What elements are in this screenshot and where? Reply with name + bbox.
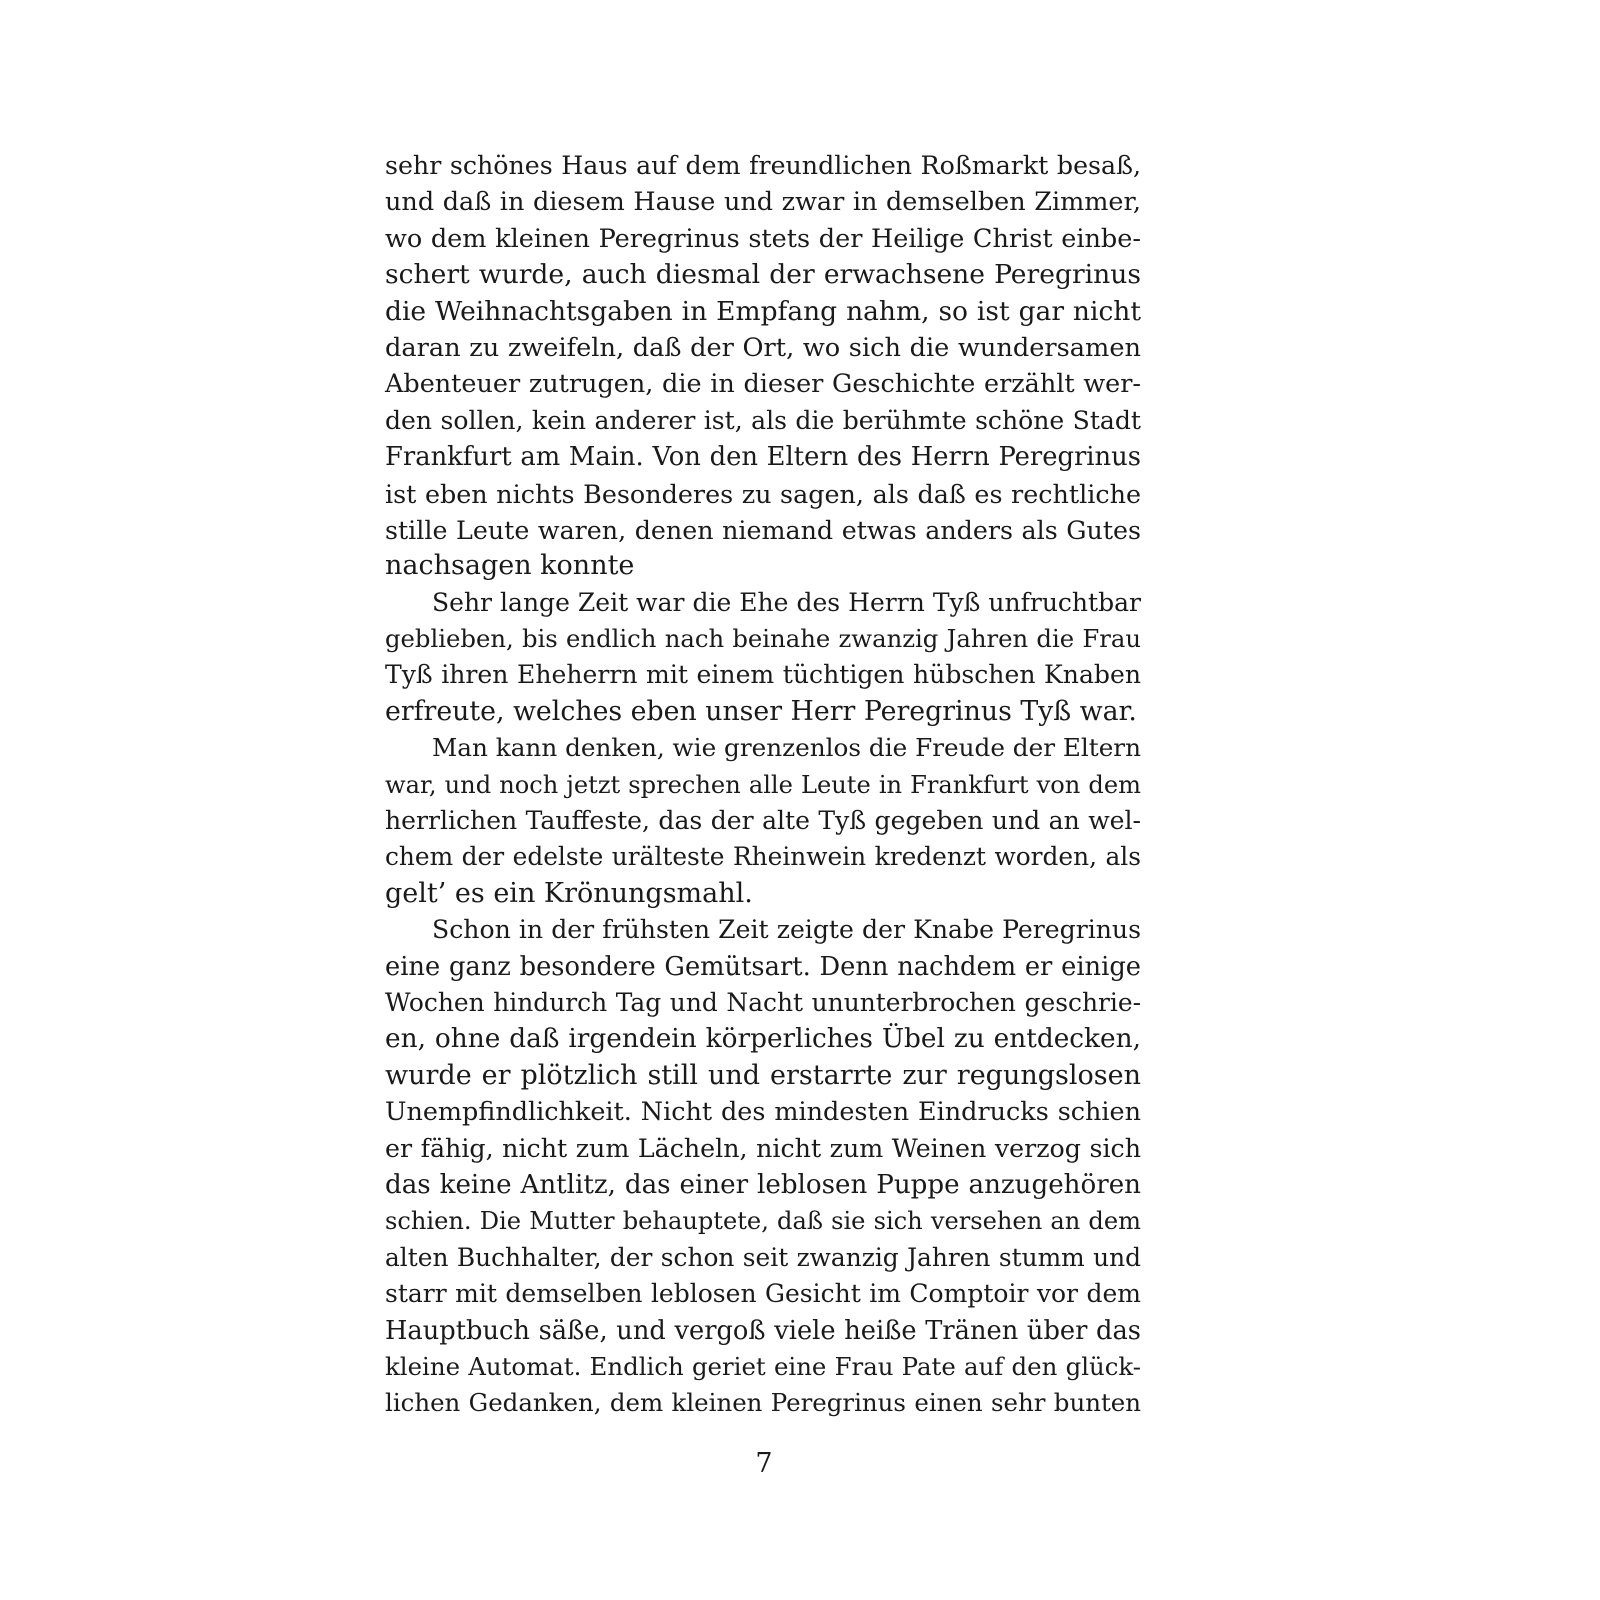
text-line: wurde er plötzlich still und erstarrte zur regungslosen [385, 1059, 1141, 1091]
text-line: erfreute, welches eben unser Herr Peregrinus Tyß war. [385, 695, 1137, 727]
text-line: chem der edelste urälteste Rheinwein kredenzt worden, als [385, 842, 1141, 872]
text-line: Hauptbuch säße, und vergoß viele heiße Tränen über das [385, 1315, 1141, 1346]
text-line: Wochen hindurch Tag und Nacht ununterbrochen geschrie- [385, 987, 1141, 1017]
text-line: die Weihnachtsgaben in Empfang nahm, so ist gar nicht [385, 295, 1141, 327]
text-line: das keine Antlitz, das einer leblosen Puppe anzugehören [385, 1169, 1141, 1200]
paragraph-first-line: Schon in der frühsten Zeit zeigte der Knabe Peregrinus [432, 915, 1141, 945]
text-line: schien. Die Mutter behauptete, daß sie sich versehen an dem [385, 1207, 1141, 1236]
text-line: stille Leute waren, denen niemand etwas anders als Gutes [385, 514, 1141, 545]
text-line: en, ohne daß irgendein körperliches Übel zu entdecken, [385, 1024, 1141, 1055]
text-line: Tyß ihren Eheherrn mit einem tüchtigen hübschen Knaben [385, 660, 1141, 690]
text-line: schert wurde, auch diesmal der erwachsene Peregrinus [385, 259, 1141, 291]
text-line: alten Buchhalter, der schon seit zwanzig Jahren stumm und [385, 1242, 1141, 1272]
text-line: lichen Gedanken, dem kleinen Peregrinus einen sehr bunten [385, 1388, 1141, 1418]
text-line: starr mit demselben leblosen Gesicht im Comptoir vor dem [385, 1279, 1141, 1309]
text-line: Unempfindlichkeit. Nicht des mindesten Eindrucks schien [385, 1097, 1141, 1128]
paragraph-first-line: Sehr lange Zeit war die Ehe des Herrn Tyß unfruchtbar [432, 587, 1141, 617]
text-line: geblieben, bis endlich nach beinahe zwanzig Jahren die Frau [385, 624, 1141, 654]
body-text [385, 148, 1141, 1422]
text-line: ist eben nichts Besonderes zu sagen, als daß es rechtliche [385, 478, 1141, 509]
text-line: nachsagen konnte [385, 550, 635, 582]
text-line: sehr schönes Haus auf dem freundlichen Roßmarkt besaß, [385, 151, 1141, 180]
text-line: und daß in diesem Hause und zwar in demselben Zimmer, [385, 187, 1141, 218]
text-line: war, und noch jetzt sprechen alle Leute in Frankfurt von dem [385, 770, 1141, 799]
page-number: 7 [755, 1448, 773, 1479]
text-line: kleine Automat. Endlich geriet eine Frau Pate auf den glück- [385, 1351, 1141, 1381]
text-line: er fähig, nicht zum Lächeln, nicht zum Weinen verzog sich [385, 1133, 1141, 1163]
text-line: gelt’ es ein Krönungsmahl. [385, 877, 753, 909]
text-line: daran zu zweifeln, daß der Ort, wo sich die wundersamen [385, 332, 1141, 363]
text-line: wo dem kleinen Peregrinus stets der Heilige Christ einbe- [385, 223, 1141, 254]
text-line: eine ganz besondere Gemütsart. Denn nachdem er einige [385, 951, 1141, 982]
text-line: Abenteuer zutrugen, die in dieser Geschichte erzählt wer- [385, 369, 1141, 400]
paragraph-first-line: Man kann denken, wie grenzenlos die Freude der Eltern [432, 733, 1142, 763]
text-line: Frankfurt am Main. Von den Eltern des Herrn Peregrinus [385, 442, 1141, 473]
text-line: den sollen, kein anderer ist, als die berühmte schöne Stadt [385, 405, 1141, 435]
text-line: herrlichen Tauffeste, das der alte Tyß gegeben und an wel- [385, 806, 1141, 836]
